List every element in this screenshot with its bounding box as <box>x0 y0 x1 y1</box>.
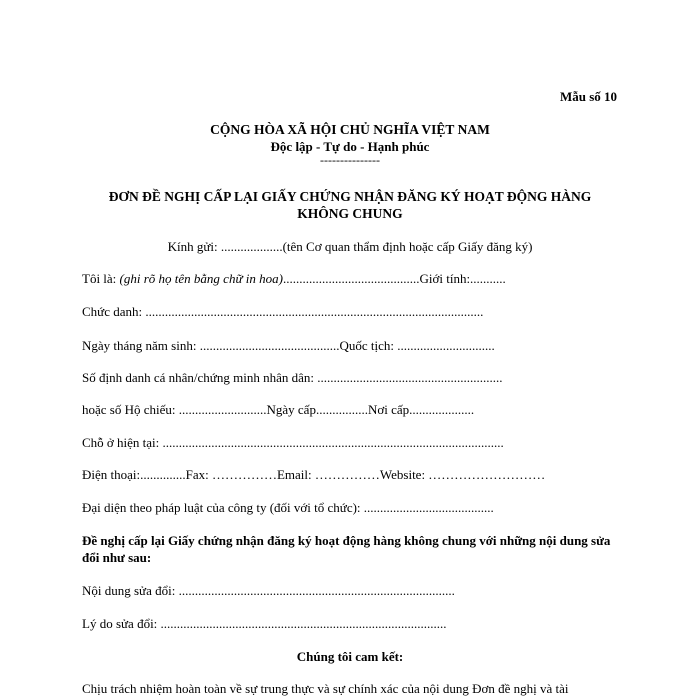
commitment-heading: Chúng tôi cam kết: <box>296 649 404 664</box>
id-number-line: Số định danh cá nhân/chứng minh nhân dân: ......................................................... <box>82 370 503 385</box>
passport-line: hoặc số Hộ chiếu: ...........................Ngày cấp................Nơi cấp.................... <box>82 402 475 417</box>
commitment-text: Chịu trách nhiệm hoàn toàn về sự trung thực và sự chính xác của nội dung Đơn đề nghị và tài <box>82 681 569 696</box>
header-separator: --------------- <box>320 153 380 167</box>
representative-line: Đại diện theo pháp luật của công ty (đối với tổ chức): ........................................ <box>82 500 494 515</box>
contact-line: Điện thoại:..............Fax: ……………Email: ……………Website: ……………………… <box>82 467 546 482</box>
form-number: Mẫu số 10 <box>559 89 617 104</box>
request-statement: Đề nghị cấp lại Giấy chứng nhận đăng ký hoạt động hàng không chung với những nội dung sửa đổi như sau: <box>82 533 611 565</box>
position-line: Chức danh: ........................................................................................................ <box>82 304 484 319</box>
national-motto: Độc lập - Tự do - Hạnh phúc <box>270 139 430 154</box>
birth-nationality-line: Ngày tháng năm sinh: ...........................................Quốc tịch: .............................. <box>82 338 495 353</box>
name-label: Tôi là: <box>82 271 120 286</box>
amendment-reason-line: Lý do sửa đổi: ........................................................................................ <box>82 616 447 631</box>
amendment-content-line: Nội dung sửa đổi: ..................................................................................... <box>82 583 455 598</box>
name-line <box>82 271 506 287</box>
address-line: Chỗ ở hiện tại: ......................................................................................................... <box>82 435 504 450</box>
name-hint: (ghi rõ họ tên bằng chữ in hoa) <box>119 271 283 286</box>
greeting-line: Kính gửi: ...................(tên Cơ quan thẩm định hoặc cấp Giấy đăng ký) <box>167 239 533 254</box>
document-title: ĐƠN ĐỀ NGHỊ CẤP LẠI GIẤY CHỨNG NHẬN ĐĂNG KÝ HOẠT ĐỘNG HÀNG KHÔNG CHUNG <box>108 189 592 221</box>
country-name: CỘNG HÒA XÃ HỘI CHỦ NGHĨA VIỆT NAM <box>210 122 490 137</box>
name-gender-blanks: ..........................................Giới tính:........... <box>282 271 506 286</box>
